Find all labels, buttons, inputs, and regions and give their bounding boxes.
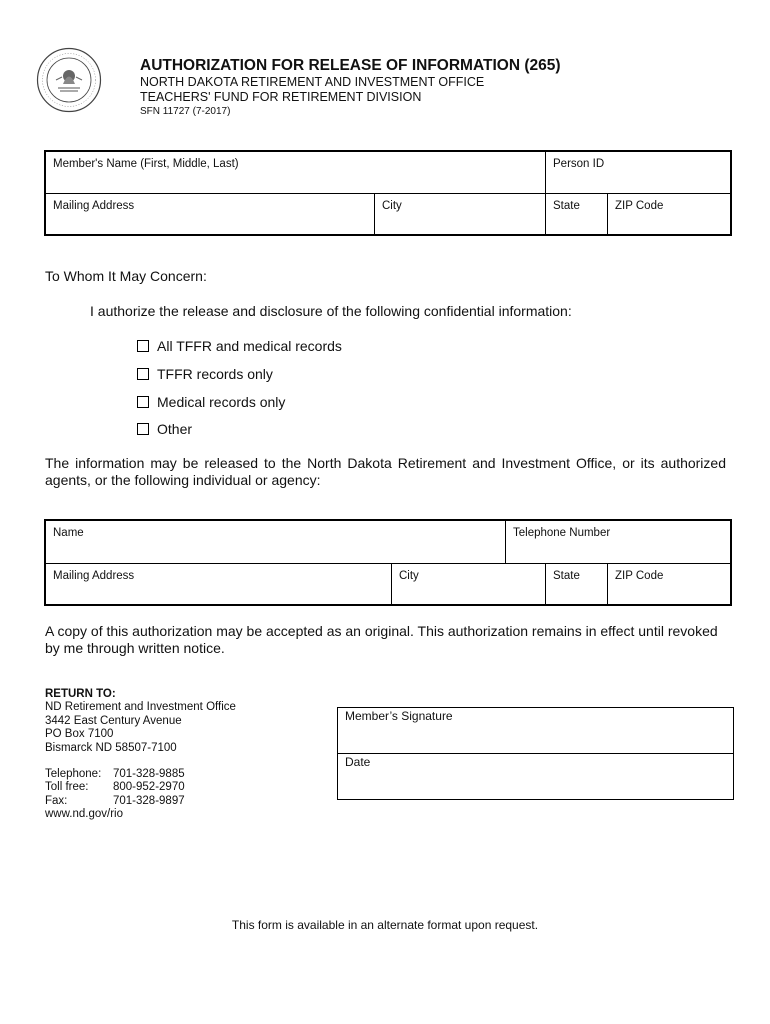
member-name-label: Member's Name (First, Middle, Last) [53, 158, 239, 170]
option-medical-records-label: Medical records only [157, 394, 286, 410]
checkbox-other[interactable] [137, 423, 149, 435]
agency-phone-field[interactable] [505, 521, 730, 563]
person-id-label: Person ID [553, 158, 605, 170]
member-mailing-field[interactable] [46, 193, 374, 234]
agency-city-field[interactable] [391, 563, 545, 604]
member-name-field[interactable] [46, 152, 545, 193]
agency-city-label: City [399, 570, 419, 582]
signature-label: Member’s Signature [345, 709, 453, 723]
form-title: AUTHORIZATION FOR RELEASE OF INFORMATION (265) [140, 57, 561, 74]
return-address-line: PO Box 7100 [45, 728, 114, 741]
authorize-statement: I authorize the release and disclosure of the following confidential information: [90, 303, 572, 319]
state-seal-icon [36, 47, 102, 113]
option-tffr-records[interactable] [137, 366, 273, 382]
member-city-label: City [382, 200, 402, 212]
member-state-field[interactable] [545, 193, 607, 234]
option-other-label: Other [157, 421, 193, 437]
release-paragraph: The information may be released to the North Dakota Retirement and Investment Office, or its authorized agents, or the following individual or agency: [45, 455, 726, 488]
member-city-field[interactable] [374, 193, 545, 234]
date-field[interactable] [338, 753, 733, 799]
signature-box [337, 707, 734, 800]
date-label: Date [345, 755, 371, 769]
fax-line: Fax: 701-328-9897 [45, 794, 185, 807]
option-medical-records[interactable] [137, 394, 285, 410]
agency-zip-label: ZIP Code [615, 570, 664, 582]
option-tffr-records-label: TFFR records only [157, 366, 273, 382]
option-all-records[interactable] [137, 338, 342, 354]
return-address-line: ND Retirement and Investment Office [45, 701, 236, 714]
form-number: SFN 11727 (7-2017) [140, 106, 231, 117]
agency-info-box [44, 519, 732, 606]
return-address-line: 3442 East Century Avenue [45, 714, 182, 727]
division-name: TEACHERS' FUND FOR RETIREMENT DIVISION [140, 90, 422, 104]
checkbox-tffr-records[interactable] [137, 368, 149, 380]
member-state-label: State [553, 200, 580, 212]
telephone-line: Telephone: 701-328-9885 [45, 768, 185, 781]
agency-name: NORTH DAKOTA RETIREMENT AND INVESTMENT OFFICE [140, 75, 485, 89]
copy-paragraph: A copy of this authorization may be accepted as an original. This authorization remains in effect until revoked by me through written notice. [45, 623, 718, 656]
return-address-line: Bismarck ND 58507-7100 [45, 741, 177, 754]
member-zip-field[interactable] [607, 193, 730, 234]
option-other[interactable] [137, 421, 192, 437]
footer-note: This form is available in an alternate format upon request. [231, 918, 539, 932]
member-mailing-label: Mailing Address [53, 200, 135, 212]
checkbox-all-records[interactable] [137, 340, 149, 352]
checkbox-medical-records[interactable] [137, 396, 149, 408]
member-zip-label: ZIP Code [615, 200, 664, 212]
tollfree-line: Toll free: 800-952-2970 [45, 781, 185, 794]
agency-name-label: Name [53, 527, 84, 539]
return-to-heading: RETURN TO: [45, 688, 116, 700]
website-link[interactable]: www.nd.gov/rio [45, 808, 123, 821]
greeting: To Whom It May Concern: [45, 268, 207, 284]
return-to-block [45, 688, 236, 822]
agency-name-field[interactable] [46, 521, 505, 563]
agency-zip-field[interactable] [607, 563, 730, 604]
agency-mailing-label: Mailing Address [53, 570, 135, 582]
option-all-records-label: All TFFR and medical records [157, 338, 342, 354]
agency-phone-label: Telephone Number [513, 527, 611, 539]
agency-state-field[interactable] [545, 563, 607, 604]
person-id-field[interactable] [545, 152, 730, 193]
agency-state-label: State [553, 570, 580, 582]
agency-mailing-field[interactable] [46, 563, 391, 604]
signature-field[interactable] [338, 708, 733, 753]
member-info-box [44, 150, 732, 236]
